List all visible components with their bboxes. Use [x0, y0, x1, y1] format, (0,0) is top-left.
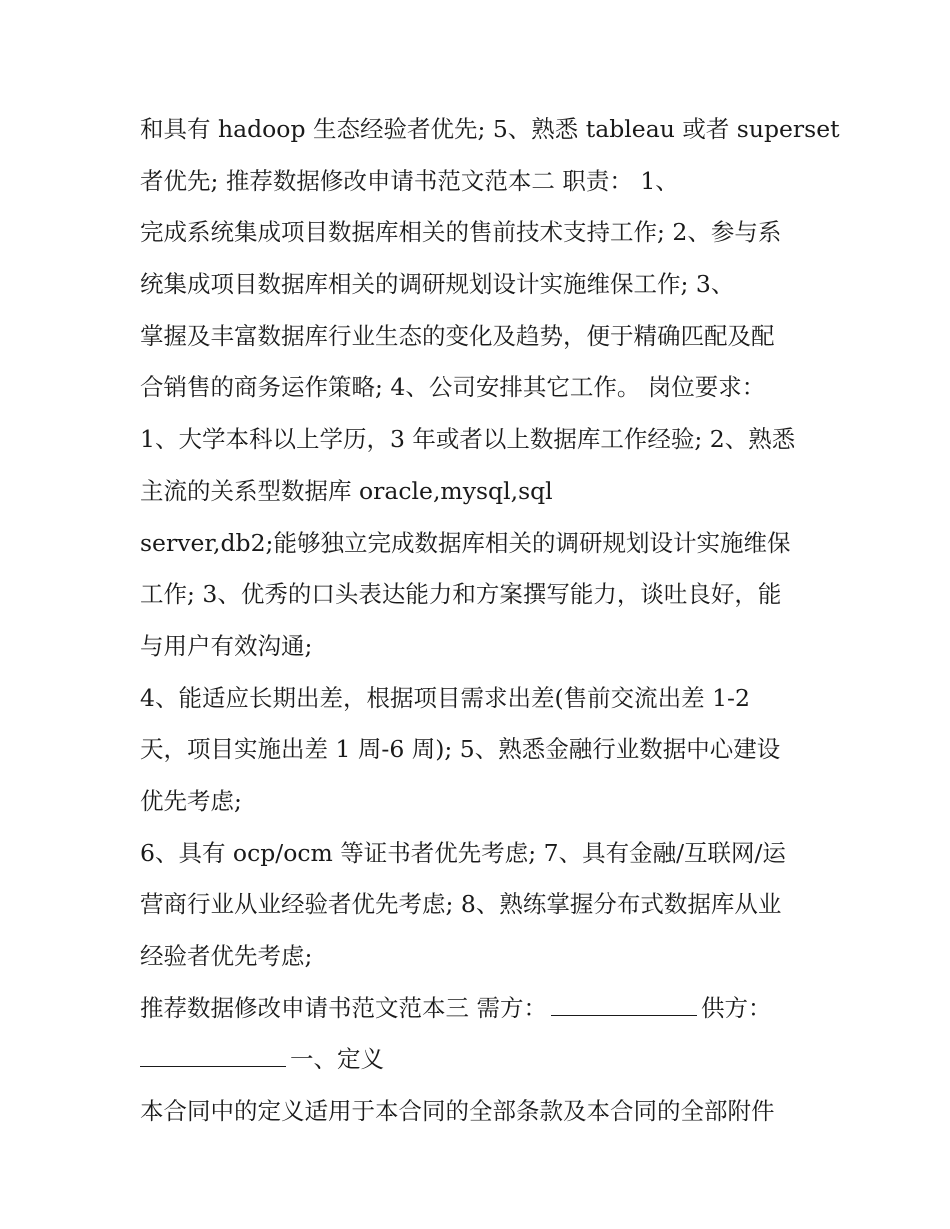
text-line: 合销售的商务运作策略; 4、公司安排其它工作。 岗位要求： — [140, 373, 766, 402]
text-line: 完成系统集成项目数据库相关的售前技术支持工作; 2、参与系 — [140, 218, 782, 247]
text-line: 和具有 hadoop 生态经验者优先; 5、熟悉 tableau 或者 superset — [140, 115, 840, 143]
definition-heading: 一、定义 — [290, 1045, 384, 1074]
text-line: 4、能适应长期出差，根据项目需求出差(售前交流出差 1-2 — [140, 683, 750, 712]
text-line: 掌握及丰富数据库行业生态的变化及趋势，便于精确匹配及配 — [140, 321, 775, 350]
contract-title-text: 推荐数据修改申请书范文范本三 需方： — [140, 993, 547, 1022]
supplier-blank-field[interactable] — [140, 1036, 286, 1067]
text-line: 统集成项目数据库相关的调研规划设计实施维保工作; 3、 — [140, 270, 735, 299]
text-line: 工作; 3、优秀的口头表达能力和方案撰写能力，谈吐良好，能 — [140, 580, 782, 609]
text-line: 经验者优先考虑; — [140, 942, 313, 970]
text-line: 6、具有 ocp/ocm 等证书者优先考虑; 7、具有金融/互联网/运 — [140, 838, 786, 867]
contract-parties-line — [140, 983, 820, 1035]
document-body — [140, 104, 840, 1138]
buyer-blank-field[interactable] — [551, 985, 697, 1016]
text-line: 营商行业从业经验者优先考虑; 8、熟练掌握分布式数据库从业 — [140, 890, 782, 919]
text-line: 1、大学本科以上学历，3 年或者以上数据库工作经验; 2、熟悉 — [140, 425, 796, 454]
text-line: 天，项目实施出差 1 周-6 周); 5、熟悉金融行业数据中心建设 — [140, 735, 781, 764]
text-line: 优先考虑; — [140, 786, 242, 815]
text-line: 主流的关系型数据库 oracle,mysql,sql — [140, 476, 553, 505]
text-line: 本合同中的定义适用于本合同的全部条款及本合同的全部附件 — [140, 1097, 775, 1126]
text-line: 与用户有效沟通; — [140, 631, 313, 660]
text-line: server,db2;能够独立完成数据库相关的调研规划设计实施维保 — [140, 528, 791, 557]
text-line: 者优先; 推荐数据修改申请书范文范本二 职责： 1、 — [140, 166, 679, 195]
definition-heading-line — [140, 1034, 820, 1086]
supplier-label: 供方： — [700, 993, 772, 1022]
